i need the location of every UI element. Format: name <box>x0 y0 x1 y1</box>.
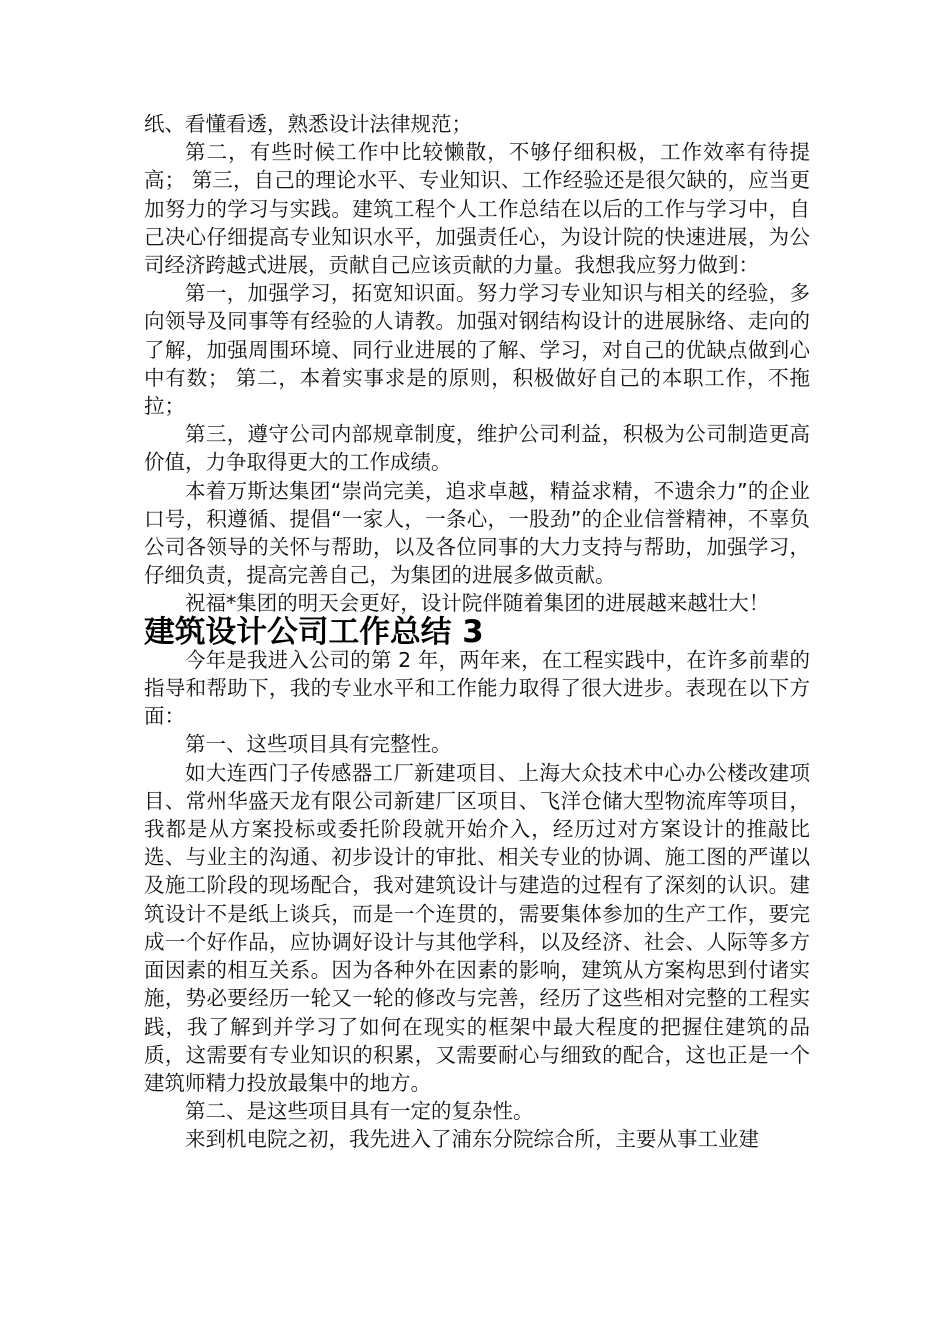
paragraph: 第二，有些时候工作中比较懒散，不够仔细积极，工作效率有待提高； 第三，自己的理论水平、专业知识、工作经验还是很欠缺的，应当更加努力的学习与实践。建筑工程个人工作总结在以后的工作与学习中，自己决心仔细提高专业知识水平，加强责任心，为设计院的快速进展，为公司经济跨越式进展，贡献自己应该贡献的力量。我想我应努力做到： <box>144 140 810 278</box>
paragraph: 第二、是这些项目具有一定的复杂性。 <box>185 1099 534 1124</box>
paragraph: 来到机电院之初，我先进入了浦东分院综合所，主要从事工业建 <box>185 1127 759 1152</box>
paragraph: 纸、看懂看透，熟悉设计法律规范； <box>144 112 472 136</box>
paragraph: 如大连西门子传感器工厂新建项目、上海大众技术中心办公楼改建项目、常州华盛天龙有限公司新建厂区项目、飞洋仓储大型物流库等项目，我都是从方案投标或委托阶段就开始介入，经历过对方案设计的推敲比选、与业主的沟通、初步设计的审批、相关专业的协调、施工图的严谨以及施工阶段的现场配合，我对建筑设计与建造的过程有了深刻的认识。建筑设计不是纸上谈兵，而是一个连贯的，需要集体参加的生产工作，要完成一个好作品，应协调好设计与其他学科，以及经济、社会、人际等多方面因素的相互关系。因为各种外在因素的影响，建筑从方案构思到付诸实施，势必要经历一轮又一轮的修改与完善，经历了这些相对完整的工程实践，我了解到并学习了如何在现实的框架中最大程度的把握住建筑的品质，这需要有专业知识的积累，又需要耐心与细致的配合，这也正是一个建筑师精力投放最集中的地方。 <box>144 760 810 1095</box>
paragraph: 本着万斯达集团“崇尚完美，追求卓越，精益求精，不遗余力”的企业口号，积遵循、提倡“一家人，一条心，一股劲”的企业信誉精神，不辜负公司各领导的关怀与帮助，以及各位同事的大力支持与帮助，加强学习，仔细负责，提高完善自己，为集团的进展多做贡献。 <box>144 478 810 588</box>
paragraph: 第一、这些项目具有完整性。 <box>185 732 452 757</box>
paragraph: 第一，加强学习，拓宽知识面。努力学习专业知识与相关的经验，多向领导及同事等有经验的人请教。加强对钢结构设计的进展脉络、走向的了解，加强周围环境、同行业进展的了解、学习，对自己的优缺点做到心中有数； 第二，本着实事求是的原则，积极做好自己的本职工作，不拖拉； <box>144 281 810 419</box>
section-heading: 建筑设计公司工作总结 3 <box>144 613 484 650</box>
paragraph: 祝福*集团的明天会更好，设计院伴随着集团的进展越来越壮大！ <box>185 591 770 616</box>
paragraph: 第三，遵守公司内部规章制度，维护公司利益，积极为公司制造更高价值，力争取得更大的工作成绩。 <box>144 422 810 475</box>
document-page <box>144 110 810 1154</box>
paragraph: 今年是我进入公司的第 2 年，两年来，在工程实践中，在许多前辈的指导和帮助下，我的专业水平和工作能力取得了很大进步。表现在以下方面： <box>144 647 810 729</box>
